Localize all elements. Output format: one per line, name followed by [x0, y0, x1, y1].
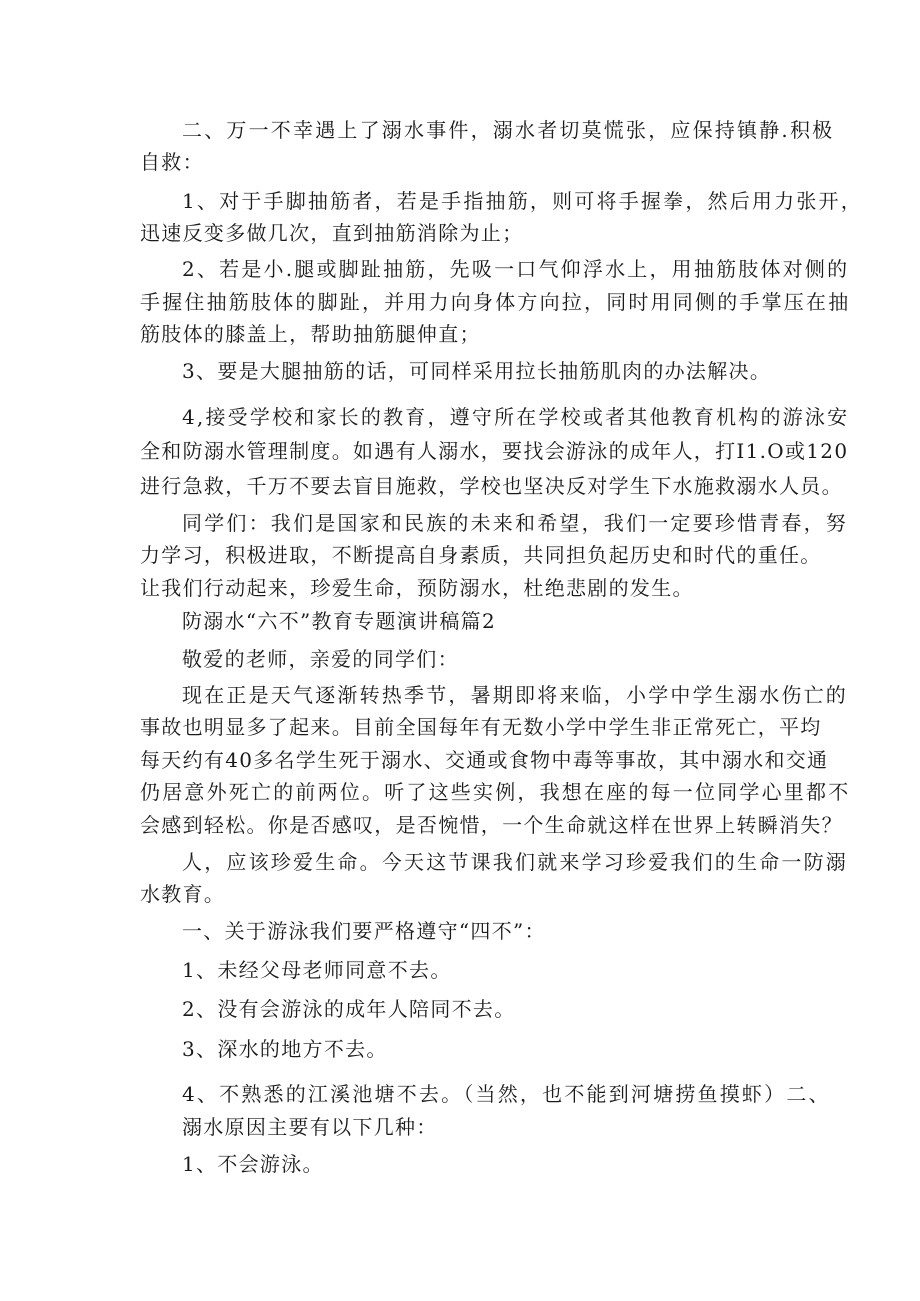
paragraph-line: 事故也明显多了起来。目前全国每年有无数小学中学生非正常死亡，平均: [140, 715, 822, 739]
list-item: 2、没有会游泳的成年人陪同不去。: [182, 997, 516, 1021]
paragraph-line: 同学们：我们是国家和民族的未来和希望，我们一定要珍惜青春，努: [182, 511, 848, 535]
paragraph-line: 手握住抽筋肢体的脚趾，并用力向身体方向拉，同时用同侧的手掌压在抽: [140, 290, 851, 314]
paragraph-line: 力学习，积极进取，不断提高自身素质，共同担负起历史和时代的重任。: [140, 543, 822, 567]
paragraph-line: 4,接受学校和家长的教育，遵守所在学校或者其他教育机构的游泳安: [182, 405, 850, 429]
paragraph-line: 进行急救，千万不要去盲目施救，学校也坚决反对学生下水施救溺水人员。: [140, 474, 843, 498]
paragraph-line: 让我们行动起来，珍爱生命，预防溺水，杜绝悲剧的发生。: [140, 576, 694, 600]
paragraph-line: 1、对于手脚抽筋者，若是手指抽筋，则可将手握拳，然后用力张开，: [182, 189, 863, 213]
paragraph-line: 全和防溺水管理制度。如遇有人溺水，要找会游泳的成年人，打I1.O或120: [140, 439, 849, 463]
paragraph-line: 自救：: [140, 150, 204, 174]
paragraph-line: 3、要是大腿抽筋的话，可同样采用拉长抽筋肌肉的办法解决。: [182, 359, 772, 383]
paragraph-line: 迅速反变多做几次，直到抽筋消除为止；: [140, 221, 524, 245]
paragraph-line: 二、万一不幸遇上了溺水事件，溺水者切莫慌张，应保持镇静.积极: [182, 118, 835, 142]
list-item: 3、深水的地方不去。: [182, 1037, 388, 1061]
paragraph-line: 会感到轻松。你是否感叹，是否惋惜，一个生命就这样在世界上转瞬消失？: [140, 813, 843, 837]
paragraph-line: 现在正是天气逐渐转热季节，暑期即将来临，小学中学生溺水伤亡的: [182, 683, 848, 707]
paragraph-line: 2、若是小.腿或脚趾抽筋，先吸一口气仰浮水上，用抽筋肢体对侧的: [182, 257, 850, 281]
paragraph-line: 水教育。: [140, 882, 226, 906]
paragraph-line: 仍居意外死亡的前两位。听了这些实例，我想在座的每一位同学心里都不: [140, 780, 851, 804]
paragraph-line: 筋肢体的膝盖上，帮助抽筋腿伸直；: [140, 322, 481, 346]
list-item: 1、未经父母老师同意不去。: [182, 958, 452, 982]
paragraph-line: 每天约有40多名学生死于溺水、交通或食物中毒等事故，其中溺水和交通: [140, 748, 829, 772]
list-item: 4、不熟悉的江溪池塘不去。（当然，也不能到河塘捞鱼摸虾）二、: [182, 1082, 831, 1106]
section-heading: 防溺水“六不”教育专题演讲稿篇2: [182, 609, 496, 633]
list-heading: 溺水原因主要有以下几种：: [182, 1115, 438, 1139]
salutation: 敬爱的老师，亲爱的同学们：: [182, 647, 459, 671]
list-item: 1、不会游泳。: [182, 1152, 324, 1176]
paragraph-line: 人，应该珍爱生命。今天这节课我们就来学习珍爱我们的生命一防溺: [182, 850, 848, 874]
list-heading: 一、关于游泳我们要严格遵守“四不”：: [182, 919, 546, 943]
